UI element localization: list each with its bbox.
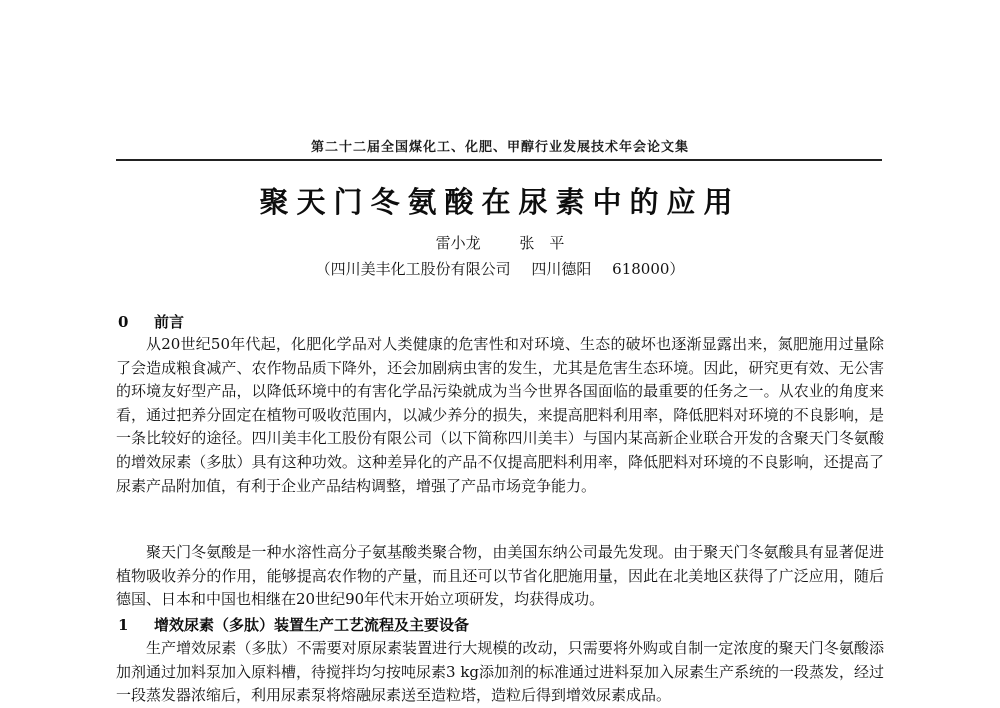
author-name: 张 平 [519,234,565,252]
section-number: 1 [118,616,129,634]
paper-title: 聚天门冬氨酸在尿素中的应用 [259,185,741,219]
affiliation-postcode: 618000） [612,260,685,278]
affiliation [0,258,1000,279]
paragraph: 聚天门冬氨酸是一种水溶性高分子氨基酸类聚合物，由美国东纳公司最先发现。由于聚天门冬氨酸具有显著促进植物吸收养分的作用，能够提高农作物的产量，而且还可以节省化肥施用量，因此在北美地区获得了广泛应用，随后德国、日本和中国也相继在20世纪90年代末开始立项研发，均获得成功。 [116,543,884,609]
affiliation-city: 四川德阳 [531,260,592,278]
running-header: 第二十二届全国煤化工、化肥、甲醇行业发展技术年会论文集 [310,140,689,155]
section-title: 增效尿素（多肽）装置生产工艺流程及主要设备 [154,616,470,634]
section-heading-0 [118,311,184,332]
author-list [0,232,1000,253]
header-rule [116,159,882,161]
paragraph: 从20世纪50年代起，化肥化学品对人类健康的危害性和对环境、生态的破坏也逐渐显露出来，氮肥施用过量除了会造成粮食减产、农作物品质下降外，还会加剧病虫害的发生，尤其是危害生态环境。因此，研究更有效、无公害的环境友好型产品，以降低环境中的有害化学品污染就成为当今世界各国面临的最重要的任务之一。从农业的角度来看，通过把养分固定在植物可吸收范围内，以减少养分的损失，来提高肥料利用率，降低肥料对环境的不良影响，是一条比较好的途径。四川美丰化工股份有限公司（以下简称四川美丰）与国内某高新企业联合开发的含聚天门冬氨酸的增效尿素（多肽）具有这种功效。这种差异化的产品不仅提高肥料利用率，降低肥料对环境的不良影响，还提高了尿素产品附加值，有利于企业产品结构调整，增强了产品市场竞争能力。 [116,335,884,495]
section-title: 前言 [154,313,185,331]
affiliation-company: （四川美丰化工股份有限公司 [315,260,511,278]
author-name: 雷小龙 [435,234,481,252]
section-number: 0 [118,313,129,331]
paragraph: 生产增效尿素（多肽）不需要对原尿素装置进行大规模的改动，只需要将外购或自制一定浓度的聚天门冬氨酸添加剂通过加料泵加入原料槽，待搅拌均匀按吨尿素3 kg添加剂的标准通过进料泵加入尿素生产系统的一段蒸发，经过一段蒸发器浓缩后，利用尿素泵将熔融尿素送至造粒塔，造粒后得到增效尿素成品。 [116,639,885,705]
section-heading-1 [118,614,469,635]
